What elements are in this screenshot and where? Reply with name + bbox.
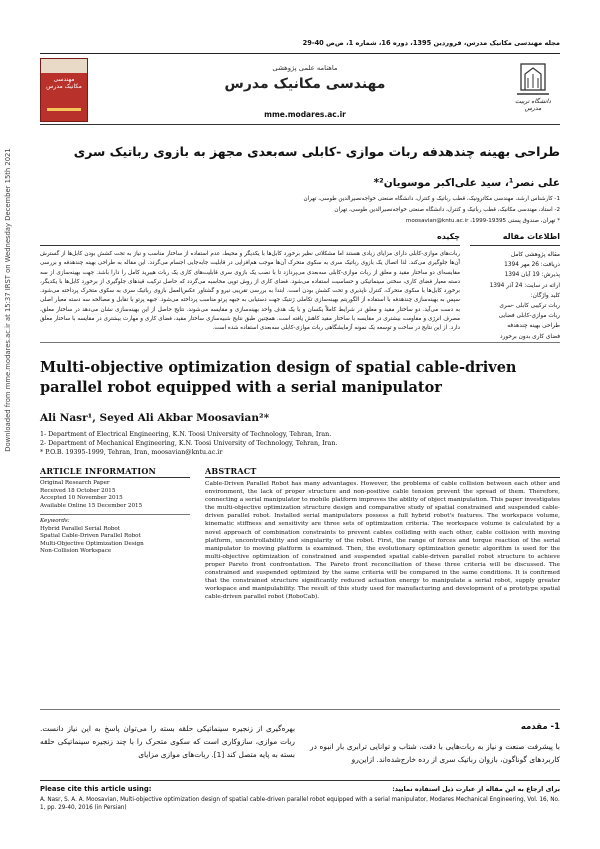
fa-keywords-label: کلید واژگان: xyxy=(530,292,560,299)
en-info-block xyxy=(40,480,190,510)
journal-website: mme.modares.ac.ir xyxy=(264,110,346,119)
en-info-type: Original Research Paper xyxy=(40,480,110,486)
journal-name: مهندسی مکانیک مدرس xyxy=(224,76,386,92)
header-rule xyxy=(40,53,560,54)
download-stamp xyxy=(2,90,14,510)
fa-affil-3: * تهران، صندوق پستی 19395-1999، moosavian@kntu.ac.ir xyxy=(405,218,560,224)
fa-affil-1: 1- کارشناس ارشد، مهندسی مکاترونیک، قطب رباتیک و کنترل، دانشگاه صنعتی خواجه‌نصیرالدین طوسی، تهران xyxy=(303,196,560,202)
en-info-received: Received 18 October 2015 xyxy=(40,487,116,494)
fa-abstract: ربات‌های موازی-کابلی دارای مزایای زیادی هستند اما مشکلاتی نظیر برخورد کابل‌ها با یکدیگر و محیط، عدم استفاده از ساختار مناسب و نیاز به تحت کشش بودن کابل‌ها از گسترش آن‌ها جلوگیری می‌کند. لذا اتصال یک بازوی رباتیک سری به سکوی متحرک آن‌ها موجب هم‌افزایی در قابلیت جابه‌جایی اجسام می‌گردد. این مقاله به طراحی بهینه چندهدفه و بررسی مقایسه‌ای دو ساختار مقید و معلق از ربات موازی-کابلی سه‌بعدی می‌پردازد تا با نصب یک بازوی سری قابلیت‌های کاری یک ربات هیبرید کامل را دارا باشد. جهت بهینه‌سازی از سه دسته معیار فضای کاری، سختی سینماتیکی و حساسیت استفاده می‌شود. فضای کاری از روش توپی محاسبه می‌گردد که حاصل ترکیب قیدهای جلوگیری از برخورد کابل‌ها با یکدیگر، برخورد کابل‌ها با سکوی متحرک، کنترل ناپذیری و تحت کشش بودن است. ابتدا به بررسی تقریبی نیرو و گشتاور عکس‌العمل بازوی رباتیک سری به سکوی متحرک پرداخته می‌شود. سپس به بهینه‌سازی چندهدفه با استفاده از الگوریتم بهینه‌سازی تکاملی ژنتیک جهت دستیابی به جبهه پرتو مناسب پرداخته می‌شود. جبهه پرتو با تقابل و مصالحه سه دسته معیار اصلی به دست می‌آید. دو ساختار مقید و معلق در شرایط کاملاً یکسان و با یک هدف واحد بهینه‌سازی و مقایسه می‌شوند. نتایج حاصل از این بهینه‌سازی نشان می‌دهد در ساختار معلق، مصرف انرژی و مقاومت بیشتری در مقایسه با ساختار مقید کاهش یافته است. همچنین طبق نتایج شبیه‌سازی ساختار مقید، فضای کاری و مهارت بیشتری در مقایسه با ساختار معلق دارد. از این نتایج در ساخت و توسعه یک نمونه آزمایشگاهی ربات موازی-کابلی سه‌بعدی استفاده شده است. xyxy=(40,251,460,332)
cite-label-en: Please cite this article using: xyxy=(40,785,152,793)
en-authors: Ali Nasr¹, Seyed Ali Akbar Moosavian²* xyxy=(40,412,270,424)
citation-line: مجله مهندسی مکانیک مدرس، فروردین 1395، دوره 16، شماره 1، ص‌ص 40-29 xyxy=(302,39,560,47)
header-rule-bottom xyxy=(40,124,560,125)
journal-kind: ماهنامه علمی پژوهشی xyxy=(272,64,338,72)
cite-rule xyxy=(40,780,560,781)
en-info-divider xyxy=(40,514,190,515)
fa-info-accepted: پذیرش: 19 آبان 1394 xyxy=(504,272,560,279)
fa-info-rule xyxy=(470,245,560,246)
fa-info-block xyxy=(470,250,560,342)
cite-text: A. Nasr, S. A. A. Moosavian, Multi-objective optimization design of spatial cable-driven parallel robot equipped with a serial manipulator, Modares Mechanical Engineering, Vol. 16, No. 1, pp. 29-40, 2016 (in Persian) xyxy=(40,797,560,811)
cite-label-fa: برای ارجاع به این مقاله از عبارت ذیل استفاده نمایید: xyxy=(392,785,560,793)
fa-abstract-bottom-rule xyxy=(40,342,560,343)
en-info-rule xyxy=(40,477,190,478)
fa-authors: علی نصر¹، سید علی‌اکبر موسویان²* xyxy=(373,177,560,189)
fa-title: طراحی بهینه چندهدفه ربات موازی -کابلی سه‌بعدی مجهز به بازوی رباتیک سری xyxy=(73,144,560,159)
fa-info-received: دریافت: 26 مهر 1394 xyxy=(504,262,560,269)
en-keyword: Multi-Objective Optimization Design xyxy=(40,540,144,547)
fa-keyword: ربات موازی-کابلی فضایی xyxy=(498,313,560,320)
fa-abstract-heading: چکیده xyxy=(436,232,460,241)
fa-info-online: ارائه در سایت: 24 آذر 1394 xyxy=(489,282,560,289)
en-abstract-heading: ABSTRACT xyxy=(205,466,257,476)
download-stamp-text: Downloaded from mme.modares.ac.ir at 15:37 IRST on Wednesday December 15th 2021 xyxy=(4,148,12,452)
en-title: Multi-objective optimization design of spatial cable-driven parallel robot equipped with a serial manipulator xyxy=(40,359,517,396)
en-affil-2: 2- Department of Mechanical Engineering, K.N. Toosi University of Technology, Tehran, Iran. xyxy=(40,440,338,447)
en-info-online: Available Online 15 December 2015 xyxy=(40,502,143,509)
fa-keyword: ربات ترکیبی کابلی -سری xyxy=(499,303,560,310)
fa-info-heading: اطلاعات مقاله xyxy=(502,232,560,241)
fa-keyword: فضای کاری بدون برخورد xyxy=(500,333,560,340)
intro-right-column: با پیشرفت صنعت و نیاز به ربات‌هایی با دقت، شتاب و توانایی ترابری بار انبوه در کاربردهای گوناگون، بازوان رباتیک سری از رده خارج‌شده‌اند. ازاین‌رو xyxy=(310,742,560,764)
logo-caption: دانشگاه تربیت مدرس xyxy=(515,98,551,112)
en-keywords-label: Keywords: xyxy=(40,518,70,524)
en-abstract-bottom-rule xyxy=(40,709,560,710)
fa-affil-2: 2- استاد، مهندسی مکانیک، قطب رباتیک و کنترل، دانشگاه صنعتی خواجه‌نصیرالدین طوسی، تهران xyxy=(334,207,560,213)
en-info-accepted: Accepted 10 November 2015 xyxy=(40,495,123,502)
en-keyword: Spatial Cable-Driven Parallel Robot xyxy=(40,533,141,540)
en-info-heading: ARTICLE INFORMATION xyxy=(40,466,157,476)
en-keyword: Hybrid Parallel Serial Robot xyxy=(40,525,121,532)
en-keywords-block xyxy=(40,518,190,556)
cover-title: مهندسی مکانیک مدرس xyxy=(46,76,82,90)
intro-left-column: بهره‌گیری از زنجیره سینماتیکی حلقه بسته را می‌توان پاسخ به این نیاز دانست. ربات موازی، سازوکاری است که سکوی متحرک را با چند زنجیره سینماتیکی حلقه بسته به پایه متصل کند [1]. ربات‌های موازی مزایای xyxy=(40,724,295,759)
university-logo xyxy=(506,60,560,120)
fa-info-type: مقاله پژوهشی کامل xyxy=(510,252,560,258)
en-abstract-rule xyxy=(205,477,560,478)
en-affil-1: 1- Department of Electrical Engineering, K.N. Toosi University of Technology, Tehran, Iran. xyxy=(40,431,332,438)
en-abstract: Cable-Driven Parallel Robot has many advantages. However, the problems of cable collision between each other and environment, the lack of proper structure and non-positive cable tension prevent the spread of them. Therefore, connecting a serial manipulator to mobile platform improves the ability of object manipulation. This paper investigates the multi-objective optimization structure design and comparative study of spatial constrained and suspended cable-driven parallel robot. Installed serial manipulators possess a full hybrid robot's features. The workspace volume, kinematic stiffness and sensitivity are three sets of optimization criteria. The workspace volume is calculated by a novel approach of combination constraints to prevent cables colliding with each other, cable collision with moving platform, uncontrollability and singularity of the robot. First, the range of forces and torque reaction of the serial manipulator to moving platform is examined. Then, the evolutionary optimization genetic algorithm is used for the multi-objective optimization of constrained and suspended spatial cable-driven parallel robot structure to achieve proper Pareto front confrontation. The Pareto front reconciliation of these three criteria will be discussed. The constrained and suspended optimized by the same criteria will be compared in the same conditions. It is confirmed that the constrained structure significantly reduced actuation energy to manipulate a serial robot, supply greater workspace and manipulability. The result of this study used for manufacturing and development of a prototype spatial cable-driven parallel robot (RoboCab). xyxy=(205,481,560,601)
en-affil-3: * P.O.B. 19395-1999, Tehran, Iran, moosavian@kntu.ac.ir xyxy=(40,449,223,456)
fa-abstract-rule xyxy=(40,245,460,246)
intro-heading: 1- مقدمه xyxy=(520,722,560,732)
journal-cover xyxy=(40,58,88,122)
en-keyword: Non-Collision Workspace xyxy=(40,548,112,555)
fa-keyword: طراحی بهینه چندهدفه xyxy=(507,323,560,330)
